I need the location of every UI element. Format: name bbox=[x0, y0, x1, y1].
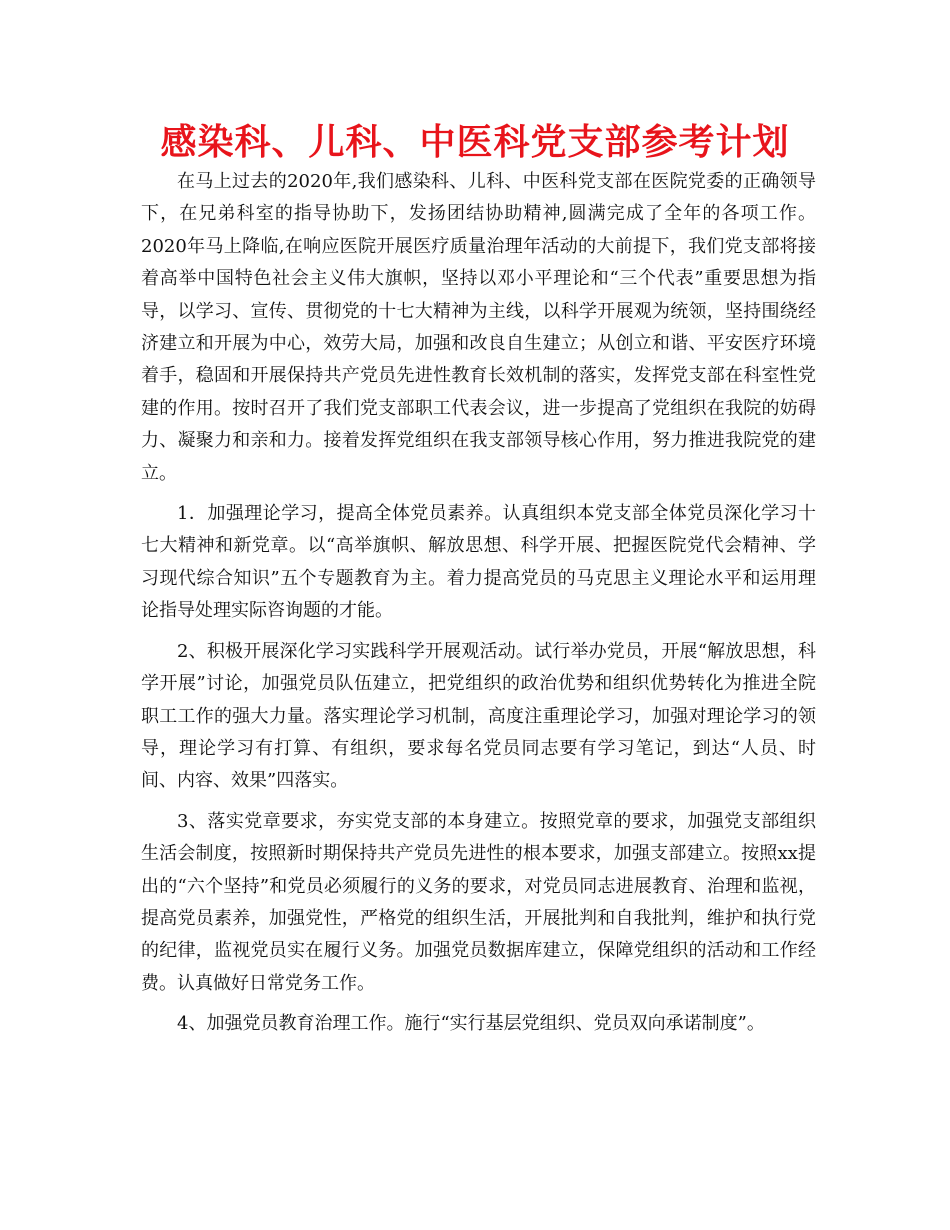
paragraph-item-3: 3、落实党章要求，夯实党支部的本身建立。按照党章的要求，加强党支部组织生活会制度，按照新时期保持共产党员先进性的根本要求，加强支部建立。按照xx提出的“六个坚持”和党员必须履行的义务的要求，对党员同志进展教育、治理和监视，提高党员素养，加强党性，严格党的组织生活，开展批判和自我批判，维护和执行党的纪律，监视党员实在履行义务。加强党员数据库建立，保障党组织的活动和工作经费。认真做好日常党务工作。 bbox=[141, 810, 816, 994]
paragraph-item-1: 1．加强理论学习，提高全体党员素养。认真组织本党支部全体党员深化学习十七大精神和新党章。以“高举旗帜、解放思想、科学开展、把握医院党代会精神、学习现代综合知识”五个专题教育为主。着力提高党员的马克思主义理论水平和运用理论指导处理实际咨询题的才能。 bbox=[141, 503, 816, 622]
document-body bbox=[141, 166, 816, 1041]
document-title: 感染科、儿科、中医科党支部参考计划 bbox=[160, 121, 790, 163]
paragraph-intro: 在马上过去的2020年,我们感染科、儿科、中医科党支部在医院党委的正确领导下，在兄弟科室的指导协助下，发扬团结协助精神,圆满完成了全年的各项工作。2020年马上降临,在响应医院开展医疗质量治理年活动的大前提下，我们党支部将接着高举中国特色社会主义伟大旗帜，坚持以邓小平理论和“三个代表”重要思想为指导，以学习、宣传、贯彻党的十七大精神为主线，以科学开展观为统领，坚持围绕经济建立和开展为中心，效劳大局，加强和改良自生建立；从创立和谐、平安医疗环境着手，稳固和开展保持共产党员先进性教育长效机制的落实，发挥党支部在科室性党建的作用。按时召开了我们党支部职工代表会议，进一步提高了党组织在我院的妨碍力、凝聚力和亲和力。接着发挥党组织在我支部领导核心作用，努力推进我院党的建立。 bbox=[141, 171, 816, 484]
paragraph-item-2: 2、积极开展深化学习实践科学开展观活动。试行举办党员，开展“解放思想，科学开展”讨论，加强党员队伍建立，把党组织的政治优势和组织优势转化为推进全院职工工作的强大力量。落实理论学习机制，高度注重理论学习，加强对理论学习的领导，理论学习有打算、有组织，要求每名党员同志要有学习笔记，到达“人员、时间、内容、效果”四落实。 bbox=[141, 640, 816, 792]
paragraph-item-4: 4、加强党员教育治理工作。施行“实行基层党组织、党员双向承诺制度”。 bbox=[177, 1013, 765, 1035]
